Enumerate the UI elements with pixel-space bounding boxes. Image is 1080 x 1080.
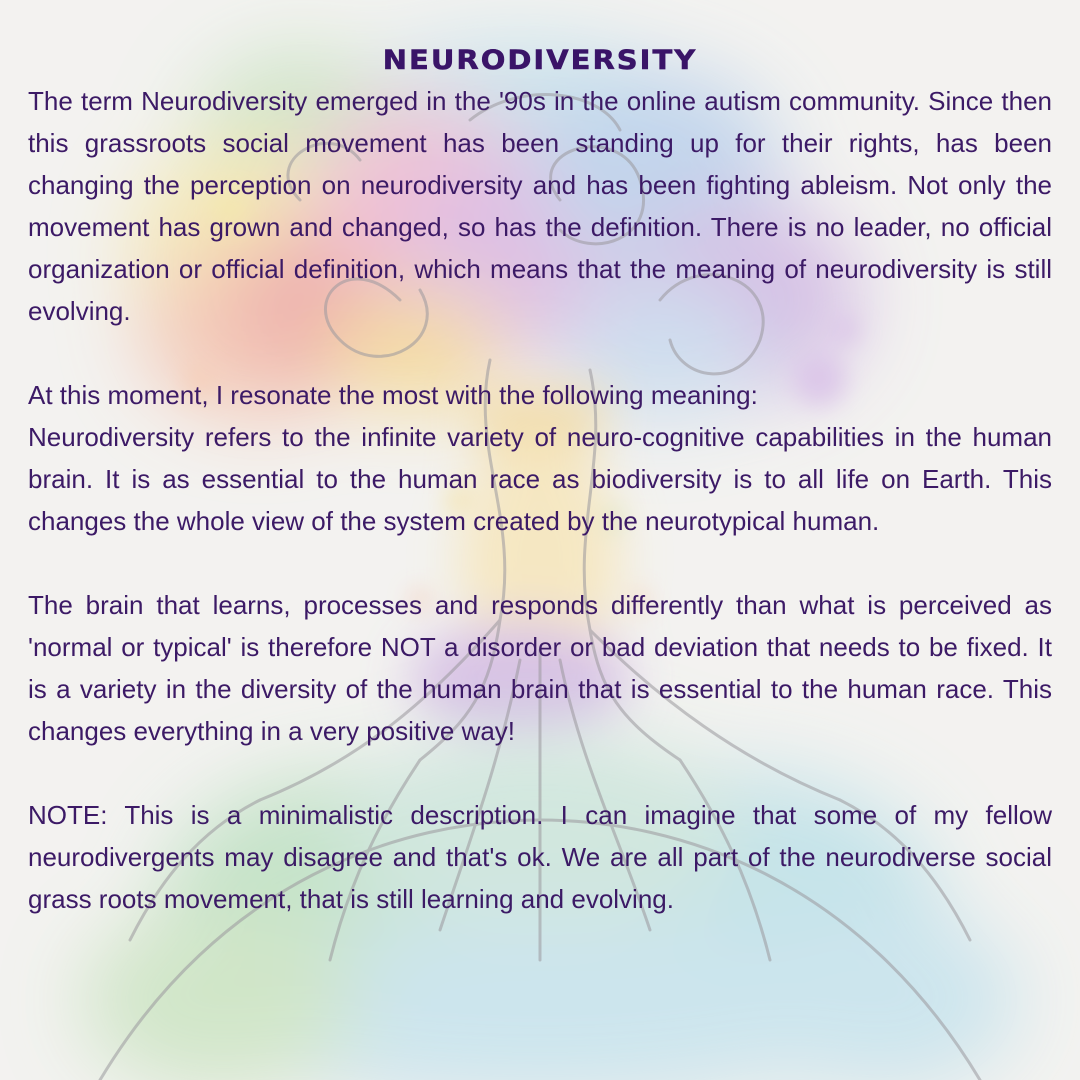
paragraph-intro: The term Neurodiversity emerged in the '90s in the online autism community. Since then this grassroots social movement has been standing up for their rights, has been changing the perception on neurodiversity and has been fighting ableism. Not only the movement has grown and changed, so has the definition. There is no leader, no official organization or official definition, which means that the meaning of neurodiversity is still evolving.	[28, 86, 1052, 326]
paragraph-gap	[28, 332, 1052, 374]
page-title: NEURODIVERSITY	[382, 44, 698, 76]
paragraph-note: NOTE: This is a minimalistic description. I can imagine that some of my fellow neurodivergents may disagree and that's ok. We are all part of the neurodiverse social grass roots movement, that is still learning and evolving.	[28, 800, 1052, 914]
paragraph-definition: Neurodiversity refers to the infinite variety of neuro-cognitive capabilities in the human brain. It is as essential to the human race as biodiversity is to all life on Earth. This changes the whole view of the system created by the neurotypical human.	[28, 422, 1052, 536]
paragraph-gap	[28, 752, 1052, 794]
paragraph-brain: The brain that learns, processes and responds differently than what is perceived as 'normal or typical' is therefore NOT a disorder or bad deviation that needs to be fixed. It is a variety in the diversity of the human brain that is essential to the human race. This changes everything in a very positive way!	[28, 590, 1052, 746]
paragraph-resonate: At this moment, I resonate the most with the following meaning:	[28, 380, 758, 410]
article	[28, 40, 1052, 920]
paragraph-gap	[28, 542, 1052, 584]
